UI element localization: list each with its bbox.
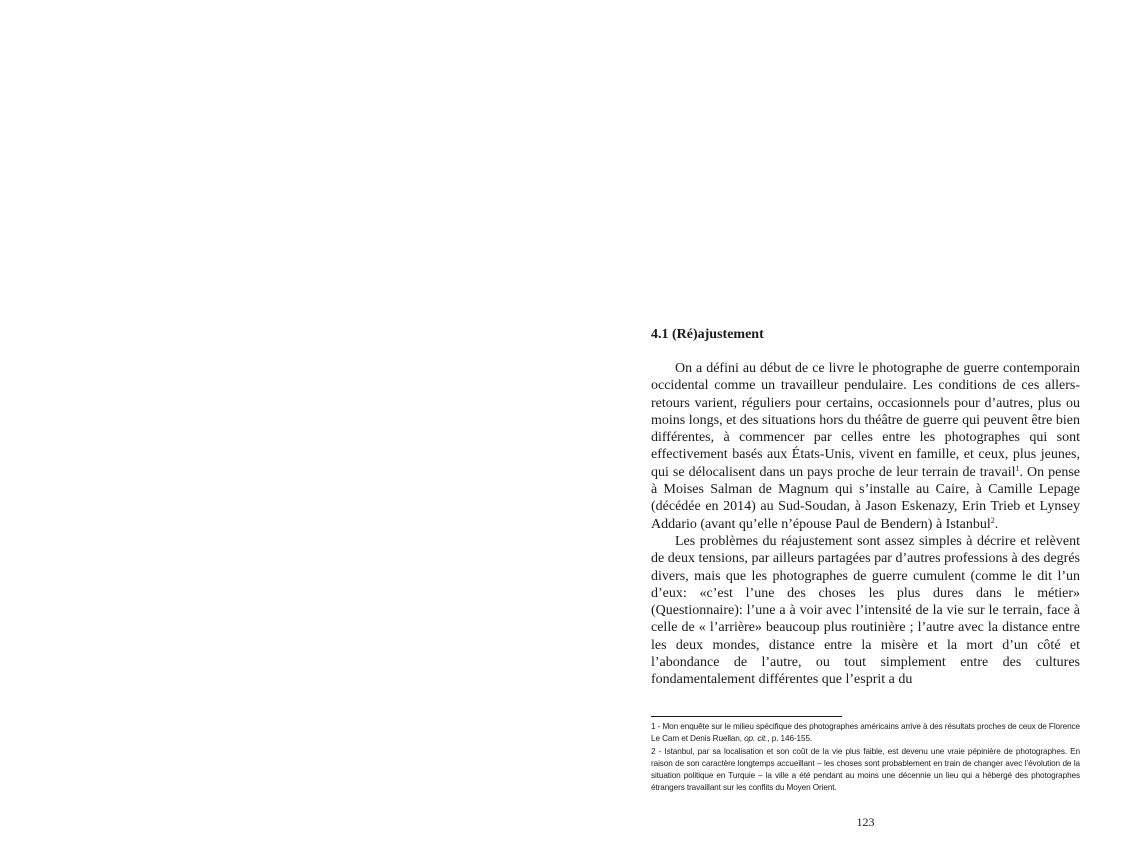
paragraph-1-text-a: On a défini au début de ce livre le photographe de guerre contemporain occidental comme un travailleur pendulaire. Les conditions de ces allers-retours varient, réguliers pour certains, occasionnels pour d’autres, plus ou moins longs, et des situations hors du théâtre de guerre qui peuvent être bien différentes, à commencer par celles entre les photographes qui sont effectivement basés aux États-Unis, vivent en famille, et ceux, plus jeunes, qui se délocalisent dans un pays proche de leur terrain de travail [651, 361, 1080, 480]
footnote-1-text-after: , p. 146-155. [767, 734, 813, 744]
body-text [651, 360, 1080, 689]
footnote-ref-2[interactable]: 2 [990, 515, 995, 525]
footnote-1-italic: op. cit. [744, 734, 768, 744]
footnote-1-text: 1 - Mon enquête sur le milieu spécifique des photographes américains arrive à des résultats proches de ceux de Florence Le Cam et Denis Ruellan, [651, 722, 1080, 744]
paragraph-2: Les problèmes du réajustement sont assez simples à décrire et relèvent de deux tensions, par ailleurs partagées par d’autres professions à des degrés divers, mais que les photographes de guerre cumulent (comme le dit l’un d’eux: «c’est l’une des choses les plus dures dans le métier» (Questionnaire): l’une a à voir avec l’intensité de la vie sur le terrain, face à celle de « l’arrière» beaucoup plus routinière ; l’autre avec la distance entre les deux mondes, distance entre la misère et la mort d’un côté et l’abondance de l’autre, ou tout simplement entre des cultures fondamentalement différentes que l’esprit a du [651, 533, 1080, 688]
footnote-1 [651, 721, 1080, 746]
paragraph-1-text-end: . [994, 516, 999, 532]
page-number: 123 [856, 815, 875, 829]
section-heading: 4.1 (Ré)ajustement [651, 327, 764, 342]
footnote-ref-1[interactable]: 1 [1015, 463, 1020, 473]
book-page [651, 0, 1080, 858]
footnotes [651, 721, 1080, 795]
footnote-2: 2 - Istanbul, par sa localisation et son coût de la vie plus faible, est devenu une vraie pépinière de photographes. En raison de son caractère longtemps accueillant – les choses sont probablement en train de changer avec l’évolution de la situation politique en Turquie – la ville a été pendant au moins une décennie un lieu qui a hébergé des photographes étrangers travaillant sur les conflits du Moyen Orient. [651, 746, 1080, 793]
footnote-separator [651, 716, 842, 717]
paragraph-1-text-b: . On pense à Moises Salman de Magnum qui s’installe au Caire, à Camille Lepage (décédée en 2014) au Sud-Soudan, à Jason Eskenazy, Erin Trieb et Lynsey Addario (avant qu’elle n’épouse Paul de Bendern) à Istanbul [651, 464, 1080, 532]
paragraph-1 [651, 360, 1080, 533]
